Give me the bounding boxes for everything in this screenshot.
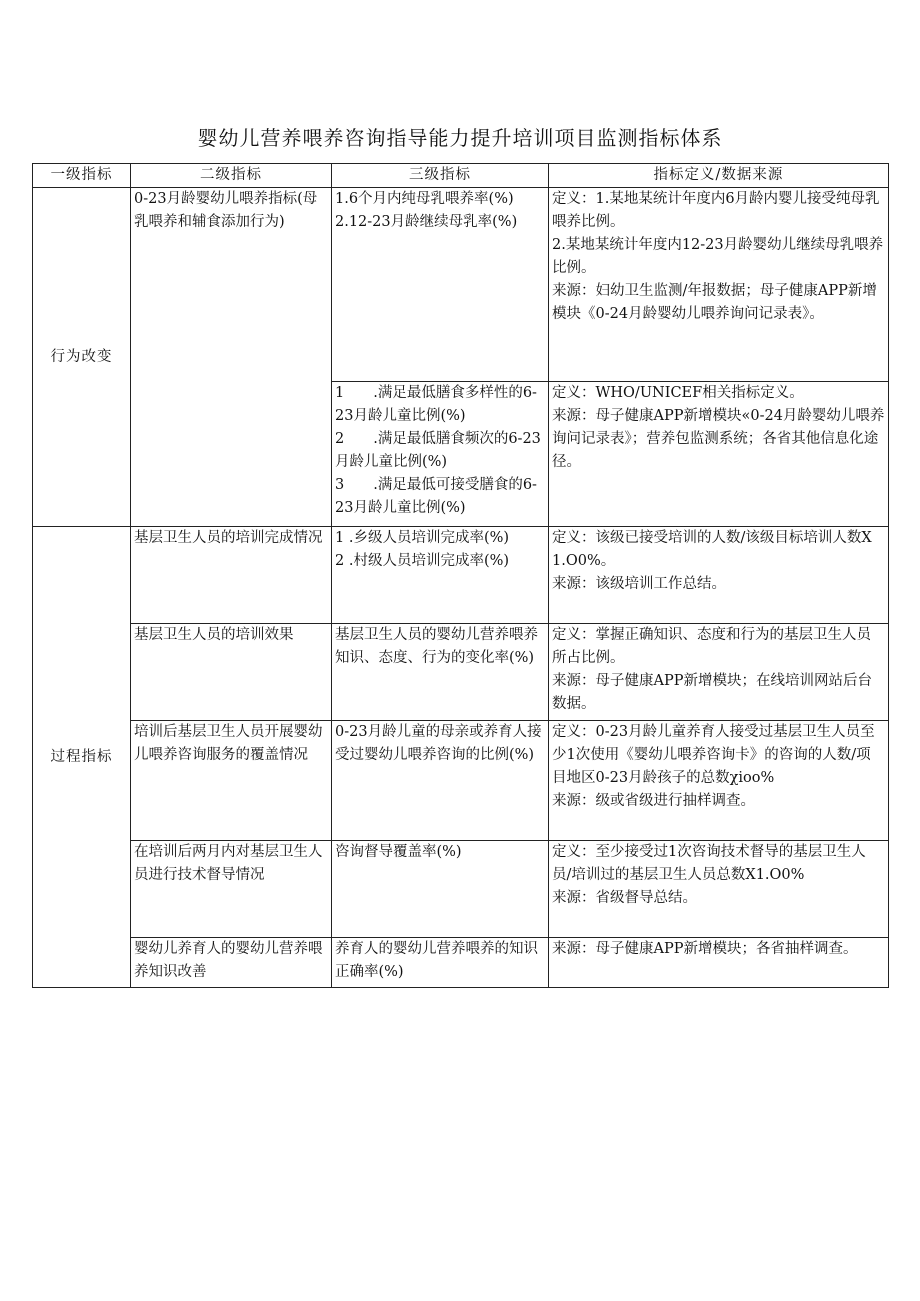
- level3-item: 基层卫生人员的婴幼儿营养喂养知识、态度、行为的变化率(%): [335, 627, 538, 666]
- definition-line: 定义：1.某地某统计年度内6月龄内婴儿接受纯母乳喂养比例。: [552, 191, 880, 230]
- definition-cell: [549, 382, 889, 527]
- source-line: 来源：该级培训工作总结。: [552, 576, 726, 592]
- definition-line: 定义：0-23月龄儿童养育人接受过基层卫生人员至少1次使用《婴幼儿喂养咨询卡》的咨询的人数/项目地区0-23月龄孩子的总数χioo%: [552, 724, 875, 786]
- level2-cell: 0-23月龄婴幼儿喂养指标(母乳喂养和辅食添加行为): [131, 188, 332, 527]
- level2-cell: 基层卫生人员的培训效果: [131, 624, 332, 721]
- level3-cell: [332, 527, 549, 624]
- level2-cell: 婴幼儿养育人的婴幼儿营养喂养知识改善: [131, 938, 332, 988]
- definition-line: 定义：至少接受过1次咨询技术督导的基层卫生人员/培训过的基层卫生人员总数X1.O0%: [552, 844, 866, 883]
- level1-cell: 过程指标: [33, 527, 131, 988]
- indicator-table: [32, 163, 889, 988]
- level3-cell: [332, 841, 549, 938]
- level3-item: 2 .满足最低膳食频次的6-23月龄儿童比例(%): [335, 431, 541, 470]
- table-row: [33, 841, 889, 938]
- definition-cell: [549, 721, 889, 841]
- table-row: [33, 624, 889, 721]
- definition-cell: [549, 841, 889, 938]
- table-row: [33, 188, 889, 382]
- header-level2: 二级指标: [131, 164, 332, 188]
- source-line: 来源：省级督导总结。: [552, 890, 697, 906]
- level2-cell: 基层卫生人员的培训完成情况: [131, 527, 332, 624]
- level3-item: 1 .满足最低膳食多样性的6-23月龄儿童比例(%): [335, 385, 537, 424]
- definition-line: 定义：该级已接受培训的人数/该级目标培训人数X1.O0%。: [552, 530, 872, 569]
- source-line: 来源：母子健康APP新增模块；在线培训网站后台数据。: [552, 673, 872, 712]
- definition-cell: [549, 527, 889, 624]
- level3-item: 3 .满足最低可接受膳食的6-23月龄儿童比例(%): [335, 477, 537, 516]
- header-definition: 指标定义/数据来源: [549, 164, 889, 188]
- definition-line: 2.某地某统计年度内12-23月龄婴幼儿继续母乳喂养比例。: [552, 237, 884, 276]
- table-row: [33, 721, 889, 841]
- definition-cell: [549, 188, 889, 382]
- level2-cell: 在培训后两月内对基层卫生人员进行技术督导情况: [131, 841, 332, 938]
- definition-line: 定义：掌握正确知识、态度和行为的基层卫生人员所占比例。: [552, 627, 871, 666]
- definition-line: 定义：WHO/UNICEF相关指标定义。: [552, 385, 804, 401]
- table-header-row: [33, 164, 889, 188]
- page-title: 婴幼儿营养喂养咨询指导能力提升培训项目监测指标体系: [197, 126, 723, 150]
- level3-item: 1.6个月内纯母乳喂养率(%): [335, 191, 514, 207]
- level3-cell: [332, 938, 549, 988]
- level3-cell: [332, 382, 549, 527]
- level3-item: 咨询督导覆盖率(%): [335, 844, 462, 860]
- level3-item: 2 .村级人员培训完成率(%): [335, 553, 510, 569]
- level1-cell: 行为改变: [33, 188, 131, 527]
- source-line: 来源：母子健康APP新增模块«0-24月龄婴幼儿喂养询问记录表》；营养包监测系统；各省其他信息化途径。: [552, 408, 885, 470]
- source-line: 来源：级或省级进行抽样调查。: [552, 793, 755, 809]
- level3-cell: [332, 624, 549, 721]
- level2-cell: 培训后基层卫生人员开展婴幼儿喂养咨询服务的覆盖情况: [131, 721, 332, 841]
- header-level3: 三级指标: [332, 164, 549, 188]
- level3-item: 1 .乡级人员培训完成率(%): [335, 530, 510, 546]
- level3-item: 0-23月龄儿童的母亲或养育人接受过婴幼儿喂养咨询的比例(%): [335, 724, 542, 763]
- level3-cell: [332, 188, 549, 382]
- table-row: [33, 938, 889, 988]
- header-level1: 一级指标: [33, 164, 131, 188]
- source-line: 来源：母子健康APP新增模块；各省抽样调查。: [552, 941, 858, 957]
- source-line: 来源：妇幼卫生监测/年报数据；母子健康APP新增模块《0-24月龄婴幼儿喂养询问记录表》。: [552, 283, 877, 322]
- level3-item: 养育人的婴幼儿营养喂养的知识正确率(%): [335, 941, 538, 980]
- level3-cell: [332, 721, 549, 841]
- table-row: [33, 527, 889, 624]
- definition-cell: [549, 624, 889, 721]
- level3-item: 2.12-23月龄继续母乳率(%): [335, 214, 518, 230]
- definition-cell: [549, 938, 889, 988]
